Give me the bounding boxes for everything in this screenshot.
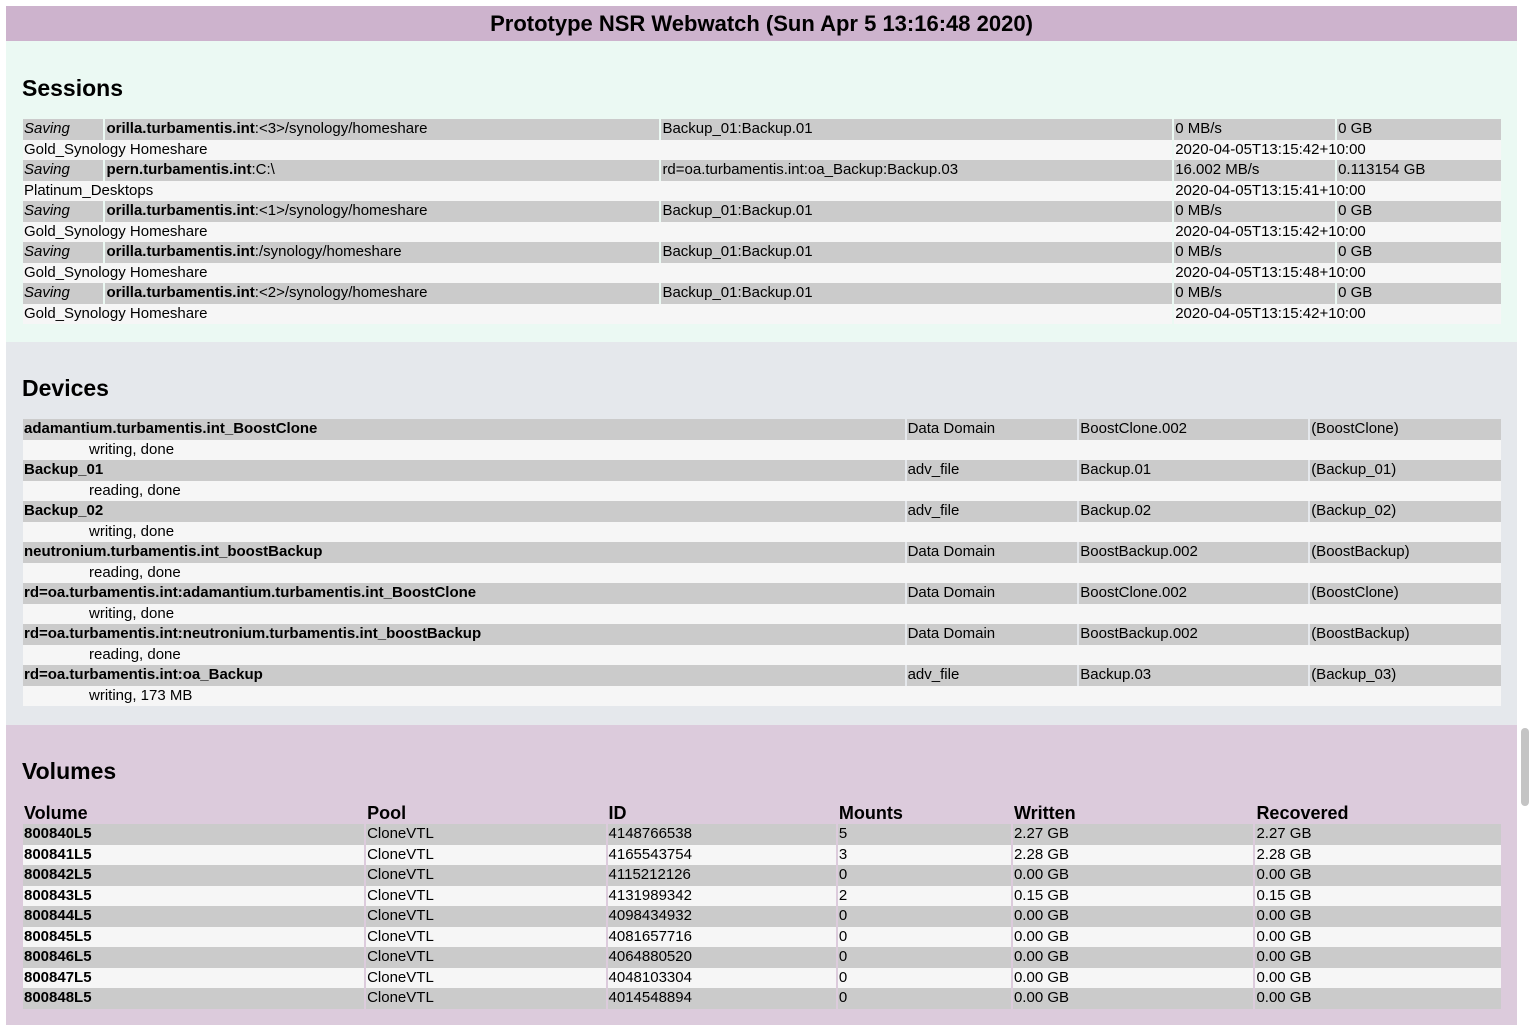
session-group: Gold_Synology Homeshare bbox=[23, 140, 1172, 161]
volume-mounts: 5 bbox=[838, 824, 1011, 845]
device-name: rd=oa.turbamentis.int:oa_Backup bbox=[23, 665, 905, 686]
device-name: rd=oa.turbamentis.int:adamantium.turbamentis.int_BoostClone bbox=[23, 583, 905, 604]
volume-pool: CloneVTL bbox=[366, 927, 605, 948]
volume-mounts: 2 bbox=[838, 886, 1011, 907]
session-state: Saving bbox=[23, 201, 103, 222]
device-status: reading, done bbox=[23, 563, 1501, 584]
volume-pool: CloneVTL bbox=[366, 845, 605, 866]
session-time: 2020-04-05T13:15:42+10:00 bbox=[1174, 304, 1501, 325]
volume-name: 800844L5 bbox=[23, 906, 364, 927]
volume-name: 800840L5 bbox=[23, 824, 364, 845]
volume-mounts: 0 bbox=[838, 988, 1011, 1009]
device-volume: BoostBackup.002 bbox=[1079, 624, 1308, 645]
volume-written: 0.00 GB bbox=[1013, 968, 1253, 989]
session-time: 2020-04-05T13:15:48+10:00 bbox=[1174, 263, 1501, 284]
device-pool: (BoostBackup) bbox=[1310, 624, 1501, 645]
device-name: Backup_02 bbox=[23, 501, 905, 522]
device-name: rd=oa.turbamentis.int:neutronium.turbamentis.int_boostBackup bbox=[23, 624, 905, 645]
device-volume: Backup.01 bbox=[1079, 460, 1308, 481]
volumes-column-header: Pool bbox=[367, 803, 407, 823]
device-type: adv_file bbox=[907, 501, 1078, 522]
session-rate: 0 MB/s bbox=[1174, 283, 1335, 304]
volume-recovered: 0.00 GB bbox=[1255, 988, 1501, 1009]
session-detail-row bbox=[23, 304, 1501, 325]
volume-recovered: 0.00 GB bbox=[1255, 947, 1501, 968]
device-pool: (BoostClone) bbox=[1310, 583, 1501, 604]
device-name: Backup_01 bbox=[23, 460, 905, 481]
device-row bbox=[23, 419, 1501, 440]
volume-recovered: 0.15 GB bbox=[1255, 886, 1501, 907]
session-row bbox=[23, 242, 1501, 263]
volume-recovered: 2.27 GB bbox=[1255, 824, 1501, 845]
volume-pool: CloneVTL bbox=[366, 824, 605, 845]
device-row bbox=[23, 665, 1501, 686]
devices-section bbox=[6, 342, 1517, 725]
session-host: orilla.turbamentis.int bbox=[106, 243, 255, 260]
session-host: pern.turbamentis.int bbox=[106, 161, 252, 178]
device-volume: Backup.02 bbox=[1079, 501, 1308, 522]
session-client bbox=[105, 242, 659, 263]
device-status: writing, done bbox=[23, 604, 1501, 625]
device-type: Data Domain bbox=[907, 624, 1078, 645]
volume-row bbox=[23, 865, 1501, 886]
volume-row bbox=[23, 824, 1501, 845]
volume-pool: CloneVTL bbox=[366, 968, 605, 989]
device-status: reading, done bbox=[23, 481, 1501, 502]
volume-mounts: 0 bbox=[838, 968, 1011, 989]
volume-mounts: 0 bbox=[838, 865, 1011, 886]
volume-id: 4165543754 bbox=[608, 845, 836, 866]
device-row bbox=[23, 542, 1501, 563]
device-status-row bbox=[23, 686, 1501, 707]
volume-pool: CloneVTL bbox=[366, 988, 605, 1009]
volume-id: 4014548894 bbox=[608, 988, 836, 1009]
device-status-row bbox=[23, 522, 1501, 543]
volume-recovered: 0.00 GB bbox=[1255, 968, 1501, 989]
session-path: :<1>/synology/homeshare bbox=[254, 202, 428, 219]
session-group: Gold_Synology Homeshare bbox=[23, 304, 1172, 325]
device-status: writing, done bbox=[23, 440, 1501, 461]
volumes-column-header: Recovered bbox=[1256, 803, 1349, 823]
device-type: Data Domain bbox=[907, 419, 1078, 440]
session-time: 2020-04-05T13:15:42+10:00 bbox=[1174, 222, 1501, 243]
device-volume: BoostClone.002 bbox=[1079, 583, 1308, 604]
session-device: Backup_01:Backup.01 bbox=[661, 283, 1172, 304]
session-path: :<3>/synology/homeshare bbox=[254, 120, 428, 137]
session-size: 0 GB bbox=[1337, 242, 1501, 263]
session-detail-row bbox=[23, 222, 1501, 243]
volume-name: 800841L5 bbox=[23, 845, 364, 866]
volumes-column-header: Written bbox=[1013, 803, 1076, 823]
device-type: adv_file bbox=[907, 460, 1078, 481]
devices-table bbox=[21, 419, 1503, 706]
volumes-heading: Volumes bbox=[22, 758, 117, 784]
device-pool: (BoostBackup) bbox=[1310, 542, 1501, 563]
device-status: reading, done bbox=[23, 645, 1501, 666]
session-time: 2020-04-05T13:15:42+10:00 bbox=[1174, 140, 1501, 161]
device-name: adamantium.turbamentis.int_BoostClone bbox=[23, 419, 905, 440]
device-status-row bbox=[23, 481, 1501, 502]
device-row bbox=[23, 501, 1501, 522]
device-pool: (Backup_03) bbox=[1310, 665, 1501, 686]
session-time: 2020-04-05T13:15:41+10:00 bbox=[1174, 181, 1501, 202]
volume-pool: CloneVTL bbox=[366, 865, 605, 886]
session-size: 0 GB bbox=[1337, 119, 1501, 140]
device-row bbox=[23, 583, 1501, 604]
session-size: 0 GB bbox=[1337, 283, 1501, 304]
volume-written: 2.28 GB bbox=[1013, 845, 1253, 866]
device-status-row bbox=[23, 645, 1501, 666]
volumes-section bbox=[6, 725, 1517, 1025]
session-host: orilla.turbamentis.int bbox=[106, 202, 255, 219]
volume-row bbox=[23, 947, 1501, 968]
volume-row bbox=[23, 886, 1501, 907]
session-detail-row bbox=[23, 263, 1501, 284]
volume-row bbox=[23, 845, 1501, 866]
sessions-heading: Sessions bbox=[22, 75, 123, 101]
volumes-column-header: ID bbox=[608, 803, 627, 823]
volume-mounts: 0 bbox=[838, 947, 1011, 968]
session-device: rd=oa.turbamentis.int:oa_Backup:Backup.03 bbox=[661, 160, 1172, 181]
device-status: writing, done bbox=[23, 522, 1501, 543]
volume-name: 800846L5 bbox=[23, 947, 364, 968]
device-pool: (Backup_01) bbox=[1310, 460, 1501, 481]
session-path: :<2>/synology/homeshare bbox=[254, 284, 428, 301]
volume-name: 800843L5 bbox=[23, 886, 364, 907]
volume-row bbox=[23, 927, 1501, 948]
device-name: neutronium.turbamentis.int_boostBackup bbox=[23, 542, 905, 563]
volume-id: 4081657716 bbox=[608, 927, 836, 948]
session-row bbox=[23, 119, 1501, 140]
volume-recovered: 2.28 GB bbox=[1255, 845, 1501, 866]
device-pool: (Backup_02) bbox=[1310, 501, 1501, 522]
volume-pool: CloneVTL bbox=[366, 906, 605, 927]
device-volume: BoostBackup.002 bbox=[1079, 542, 1308, 563]
session-path: :C:\ bbox=[251, 161, 275, 178]
session-client bbox=[105, 119, 659, 140]
volumes-header-row bbox=[23, 802, 1501, 824]
session-device: Backup_01:Backup.01 bbox=[661, 242, 1172, 263]
volume-pool: CloneVTL bbox=[366, 947, 605, 968]
session-size: 0 GB bbox=[1337, 201, 1501, 222]
device-type: Data Domain bbox=[907, 583, 1078, 604]
device-type: Data Domain bbox=[907, 542, 1078, 563]
session-rate: 0 MB/s bbox=[1174, 119, 1335, 140]
page-title: Prototype NSR Webwatch (Sun Apr 5 13:16:48 2020) bbox=[6, 6, 1517, 41]
volumes-table bbox=[21, 802, 1503, 1009]
session-row bbox=[23, 160, 1501, 181]
session-state: Saving bbox=[23, 283, 103, 304]
session-row bbox=[23, 201, 1501, 222]
session-host: orilla.turbamentis.int bbox=[106, 120, 255, 137]
session-path: :/synology/homeshare bbox=[254, 243, 402, 260]
volume-recovered: 0.00 GB bbox=[1255, 927, 1501, 948]
volume-row bbox=[23, 906, 1501, 927]
session-device: Backup_01:Backup.01 bbox=[661, 119, 1172, 140]
device-volume: BoostClone.002 bbox=[1079, 419, 1308, 440]
volume-row bbox=[23, 988, 1501, 1009]
device-status-row bbox=[23, 604, 1501, 625]
volume-name: 800847L5 bbox=[23, 968, 364, 989]
volume-row bbox=[23, 968, 1501, 989]
session-device: Backup_01:Backup.01 bbox=[661, 201, 1172, 222]
volume-recovered: 0.00 GB bbox=[1255, 865, 1501, 886]
volume-id: 4115212126 bbox=[608, 865, 836, 886]
volume-mounts: 3 bbox=[838, 845, 1011, 866]
session-client bbox=[105, 160, 659, 181]
devices-heading: Devices bbox=[22, 375, 109, 401]
device-status: writing, 173 MB bbox=[23, 686, 1501, 707]
session-group: Gold_Synology Homeshare bbox=[23, 222, 1172, 243]
volume-written: 0.00 GB bbox=[1013, 988, 1253, 1009]
device-pool: (BoostClone) bbox=[1310, 419, 1501, 440]
session-state: Saving bbox=[23, 242, 103, 263]
session-state: Saving bbox=[23, 160, 103, 181]
volume-written: 0.00 GB bbox=[1013, 865, 1253, 886]
session-row bbox=[23, 283, 1501, 304]
session-size: 0.113154 GB bbox=[1337, 160, 1501, 181]
volume-id: 4148766538 bbox=[608, 824, 836, 845]
volume-mounts: 0 bbox=[838, 927, 1011, 948]
volume-id: 4064880520 bbox=[608, 947, 836, 968]
session-group: Platinum_Desktops bbox=[23, 181, 1172, 202]
session-detail-row bbox=[23, 181, 1501, 202]
device-status-row bbox=[23, 563, 1501, 584]
session-rate: 16.002 MB/s bbox=[1174, 160, 1335, 181]
device-status-row bbox=[23, 440, 1501, 461]
session-detail-row bbox=[23, 140, 1501, 161]
session-client bbox=[105, 283, 659, 304]
session-host: orilla.turbamentis.int bbox=[106, 284, 255, 301]
device-row bbox=[23, 624, 1501, 645]
volume-mounts: 0 bbox=[838, 906, 1011, 927]
volume-name: 800848L5 bbox=[23, 988, 364, 1009]
volumes-column-header: Mounts bbox=[838, 803, 903, 823]
volume-written: 0.00 GB bbox=[1013, 927, 1253, 948]
device-type: adv_file bbox=[907, 665, 1078, 686]
volume-written: 2.27 GB bbox=[1013, 824, 1253, 845]
page bbox=[6, 6, 1517, 1025]
volume-recovered: 0.00 GB bbox=[1255, 906, 1501, 927]
sessions-section bbox=[6, 41, 1517, 342]
volume-name: 800842L5 bbox=[23, 865, 364, 886]
volume-written: 0.00 GB bbox=[1013, 906, 1253, 927]
device-volume: Backup.03 bbox=[1079, 665, 1308, 686]
volume-id: 4131989342 bbox=[608, 886, 836, 907]
session-rate: 0 MB/s bbox=[1174, 242, 1335, 263]
sessions-table bbox=[21, 119, 1503, 324]
session-client bbox=[105, 201, 659, 222]
volume-name: 800845L5 bbox=[23, 927, 364, 948]
session-group: Gold_Synology Homeshare bbox=[23, 263, 1172, 284]
volumes-column-header: Volume bbox=[24, 803, 88, 823]
session-rate: 0 MB/s bbox=[1174, 201, 1335, 222]
volume-written: 0.00 GB bbox=[1013, 947, 1253, 968]
volume-id: 4098434932 bbox=[608, 906, 836, 927]
volume-written: 0.15 GB bbox=[1013, 886, 1253, 907]
scrollbar-thumb[interactable] bbox=[1521, 728, 1529, 806]
volume-pool: CloneVTL bbox=[366, 886, 605, 907]
session-state: Saving bbox=[23, 119, 103, 140]
volume-id: 4048103304 bbox=[608, 968, 836, 989]
device-row bbox=[23, 460, 1501, 481]
